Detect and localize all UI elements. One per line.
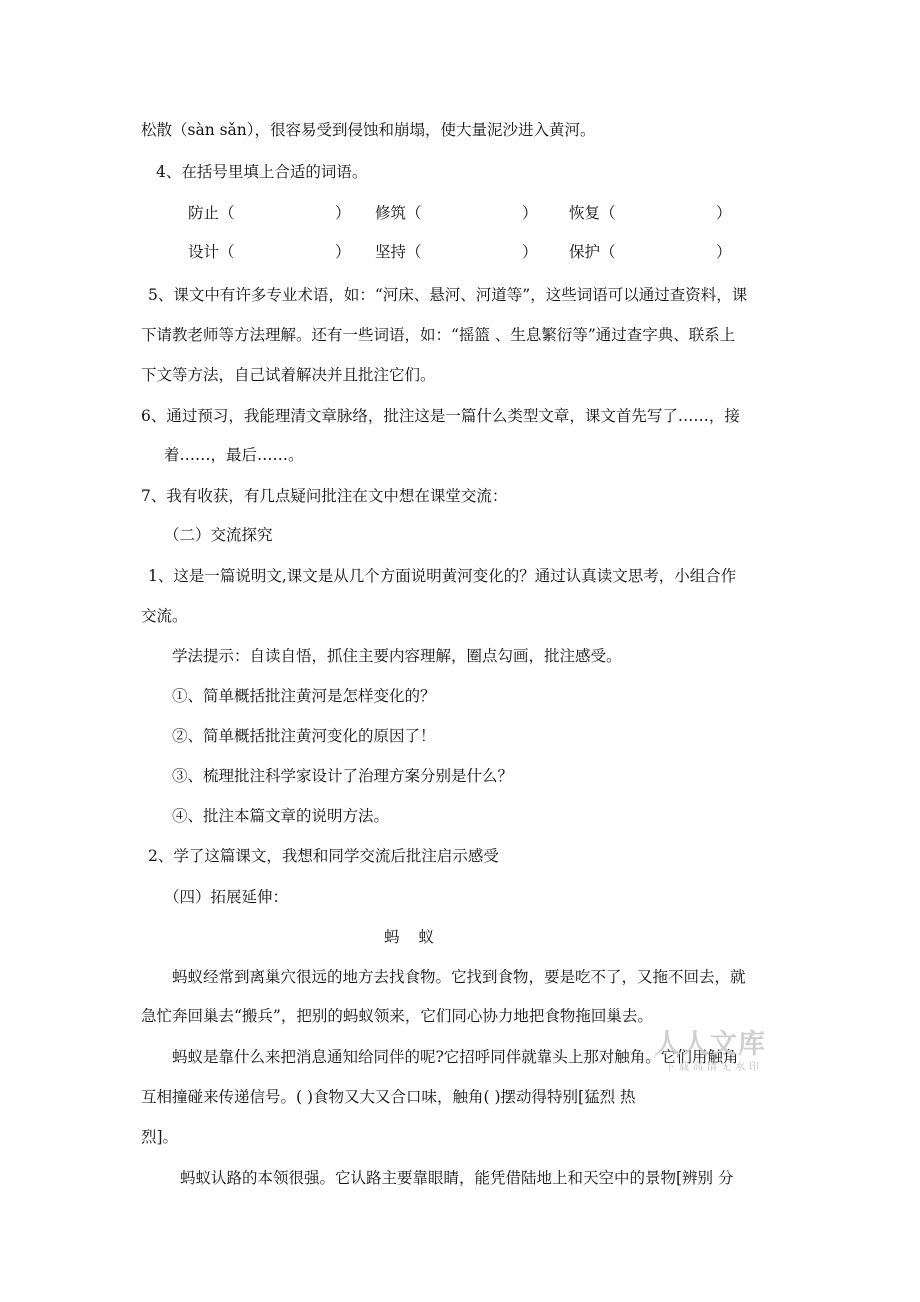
fill-label: 恢复（ bbox=[569, 204, 616, 222]
watermark-title: 人人文库 bbox=[654, 1029, 766, 1060]
passage-text: 蚂蚁是靠什么来把消息通知给同伴的呢?它招呼同伴就靠头上那对触角。它们用触角 bbox=[172, 1048, 739, 1066]
sub-question: ②、简单概括批注黄河变化的原因了！ bbox=[172, 727, 436, 745]
question-4: 4、在括号里填上合适的词语。 bbox=[156, 163, 368, 181]
fill-close-paren: ） bbox=[335, 204, 351, 222]
sub-question: ③、梳理批注科学家设计了治理方案分别是什么？ bbox=[172, 767, 514, 785]
fill-close-paren: ） bbox=[716, 243, 732, 261]
text-line: 交流。 bbox=[141, 607, 188, 625]
fill-close-paren: ） bbox=[335, 243, 351, 261]
fill-close-paren: ） bbox=[522, 243, 538, 261]
sub-question: ④、批注本篇文章的说明方法。 bbox=[172, 807, 390, 825]
sub-question: ①、简单概括批注黄河是怎样变化的？ bbox=[172, 687, 436, 705]
fill-label: 保护（ bbox=[569, 243, 616, 261]
text-line: 着……，最后……。 bbox=[164, 446, 304, 464]
passage-text: 蚂蚁经常到离巢穴很远的地方去找食物。它找到食物，要是吃不了，又拖不回去，就 bbox=[172, 968, 746, 986]
question-1: 1、这是一篇说明文,课文是从几个方面说明黄河变化的？通过认真读文思考，小组合作 bbox=[148, 567, 737, 585]
text-line: 下文等方法，自己试着解决并且批注它们。 bbox=[141, 366, 436, 384]
fill-close-paren: ） bbox=[522, 204, 538, 222]
passage-text: 蚂蚁认路的本领很强。它认路主要靠眼睛，能凭借陆地上和天空中的景物[辨别 分 bbox=[180, 1169, 734, 1187]
text-line: 松散（sàn sǎn），很容易受到侵蚀和崩塌，使大量泥沙进入黄河。 bbox=[141, 121, 596, 139]
fill-label: 修筑（ bbox=[375, 204, 422, 222]
fill-close-paren: ） bbox=[716, 204, 732, 222]
fill-in-row bbox=[0, 241, 920, 263]
fill-in-row bbox=[0, 202, 920, 224]
fill-label: 防止（ bbox=[188, 204, 235, 222]
watermark-logo bbox=[650, 1022, 780, 1074]
question-7: 7、我有收获，有几点疑问批注在文中想在课堂交流： bbox=[141, 487, 508, 505]
passage-title: 蚂 蚁 bbox=[384, 928, 434, 946]
question-5: 5、课文中有许多专业术语，如：“河床、悬河、河道等”，这些词语可以通过查资料，课 bbox=[148, 286, 748, 304]
question-6: 6、通过预习，我能理清文章脉络，批注这是一篇什么类型文章，课文首先写了……，接 bbox=[141, 407, 740, 425]
fill-label: 坚持（ bbox=[375, 243, 422, 261]
section-heading: （四）拓展延伸： bbox=[164, 888, 289, 906]
study-tip: 学法提示：自读自悟，抓住主要内容理解，圈点勾画，批注感受。 bbox=[172, 647, 622, 665]
passage-text: 互相撞碰来传递信号。( )食物又大又合口味，触角( )摆动得特别[猛烈 热 bbox=[141, 1088, 636, 1106]
passage-text: 烈]。 bbox=[141, 1128, 179, 1146]
section-heading: （二）交流探究 bbox=[164, 526, 273, 544]
passage-text: 急忙奔回巢去“搬兵”，把别的蚂蚁领来，它们同心协力地把食物拖回巢去。 bbox=[141, 1007, 653, 1025]
fill-label: 设计（ bbox=[188, 243, 235, 261]
question-2: 2、学了这篇课文，我想和同学交流后批注启示感受 bbox=[148, 847, 499, 865]
text-line: 下请教老师等方法理解。还有一些词语，如：“摇篮 、生息繁衍等”通过查字典、联系上 bbox=[141, 326, 736, 344]
watermark-subtitle: 下载高清无水印 bbox=[665, 1062, 763, 1073]
